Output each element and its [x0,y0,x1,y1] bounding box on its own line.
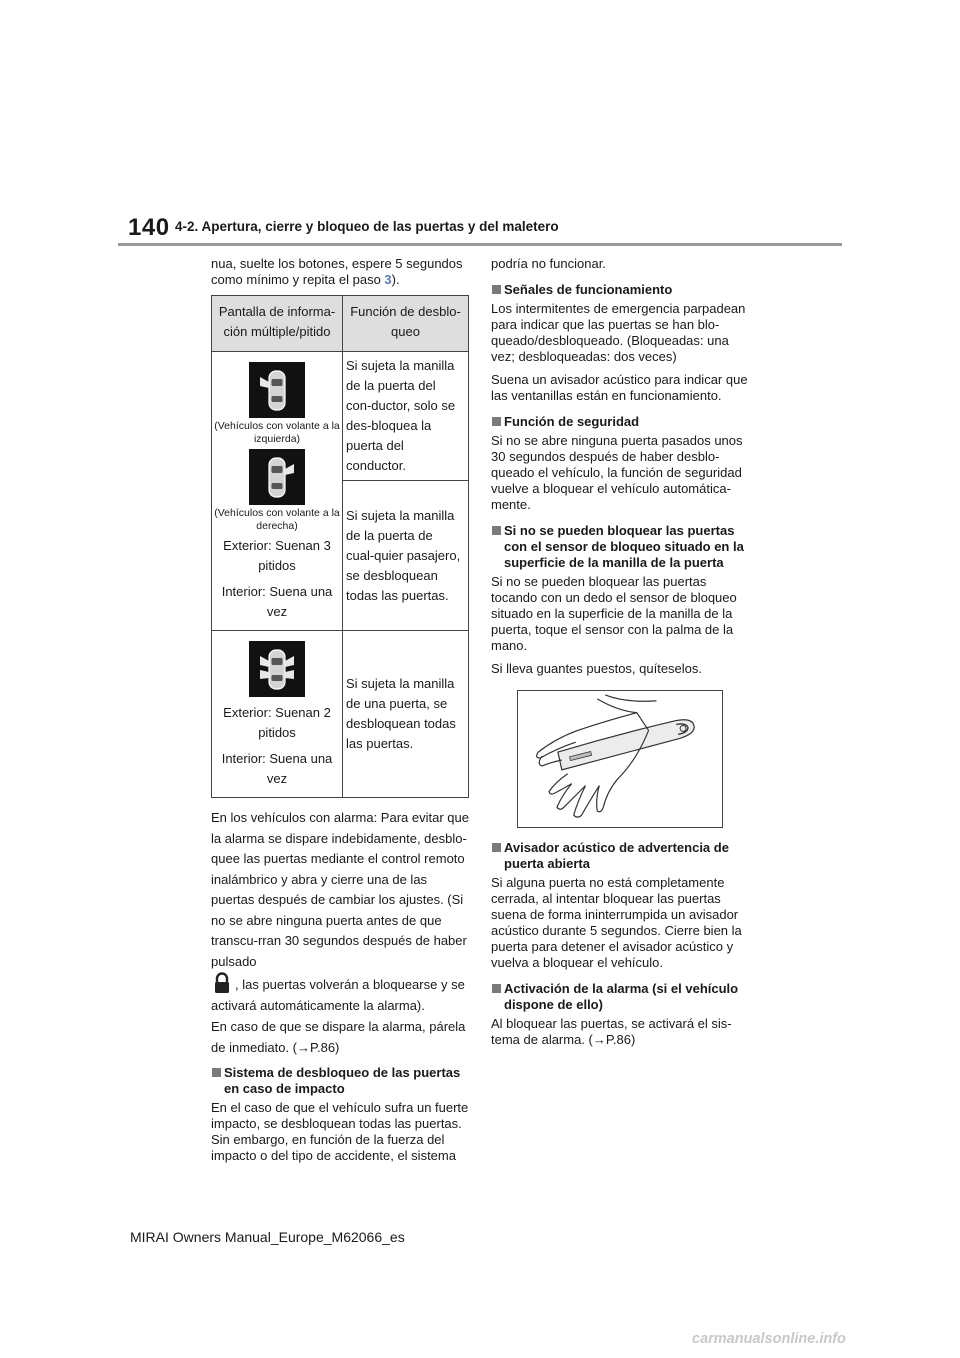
unlock-settings-table [211,295,469,798]
impact-heading: Sistema de desbloqueo de las puertas en caso de impacto [211,1065,469,1097]
door-open-buzzer-heading: Avisador acústico de advertencia de puerta abierta [491,840,753,872]
right-column [491,256,753,1055]
hand-door-handle-illustration [517,690,723,828]
interior-beeps: Interior: Suena una vez [221,751,333,786]
sensor-heading: Si no se pueden bloquear las puertas con el sensor de bloqueo situado en la superficie de la manilla de la puerta [491,523,753,571]
signals-heading: Señales de funcionamiento [491,282,753,298]
alarm-stop-paragraph: En caso de que se dispare la alarma, párela de inmediato. (→P.86) [211,1019,466,1055]
table-header-display: Pantalla de informa-ción múltiple/pitido [212,296,343,352]
alarm-note-paragraph: En los vehículos con alarma: Para evitar que la alarma se dispare indebidamente, desblo-quee las puertas mediante el control remoto inalámbrico y abra y cierre una de las puertas después de cambiar los ajustes. (Si no se abre ninguna puerta antes de que transcu-rran 30 segundos después de haber pulsado , las puertas volverán a bloquearse y se activará automáticamente la alarma). [211,810,469,1013]
table-cell-function: Si sujeta la manilla de la puerta del con-ductor, solo se des-bloquea la puerta del conductor. [343,352,469,481]
intro-paragraph: nua, suelte los botones, espere 5 segundos como mínimo y repita el paso 3). [211,256,463,287]
table-header-function: Función de desblo-queo [343,296,469,352]
header-divider [118,243,842,246]
hand-door-handle-illustration [518,691,722,827]
watermark: carmanualsonline.info [692,1331,846,1347]
door-open-buzzer-paragraph: Si alguna puerta no está completamente cerrada, al intentar bloquear las puertas suena de forma ininterrumpida un avisador acústico durante 5 segundos. Cierre bien la puerta para detener el avisador acústico y vuelva a bloquear el vehículo. [491,875,742,970]
table-row [212,631,469,798]
security-heading: Función de seguridad [491,414,753,430]
table-cell-display [212,631,343,798]
car-driver-door-right-icon [249,449,305,505]
sensor-paragraph: Si no se pueden bloquear las puertas tocando con un dedo el sensor de bloqueo situado en la superficie de la manilla de la puerta, toque el sensor con la palma de la mano. [491,574,737,653]
page-number: 140 [128,214,170,241]
section-title: 4-2. Apertura, cierre y bloqueo de las puertas y del maletero [175,219,559,234]
car-all-doors-icon [249,641,305,697]
table-header-row [212,296,469,352]
exterior-beeps: Exterior: Suenan 3 pitidos [223,538,331,573]
impact-paragraph: En el caso de que el vehículo sufra un fuerte impacto, se desbloquean todas las puertas. Sin embargo, en función de la fuerza del impacto o del tipo de accidente, el sistema [211,1100,469,1163]
exterior-beeps: Exterior: Suenan 2 pitidos [223,705,331,740]
table-cell-display [212,352,343,631]
security-paragraph: Si no se abre ninguna puerta pasados unos 30 segundos después de haber desblo-queado el vehículo, la función de seguridad vuelve a bloquear el vehículo automática-mente. [491,433,743,512]
caption-left-hand-drive: (Vehículos con volante a la izquierda) [214,420,340,445]
step-reference: 3 [384,272,392,287]
alarm-activation-heading: Activación de la alarma (si el vehículo dispone de ello) [491,981,753,1013]
alarm-activation-paragraph: Al bloquear las puertas, se activará el sis-tema de alarma. (→P.86) [491,1016,732,1047]
continuation-paragraph: podría no funcionar. [491,256,606,271]
car-driver-door-left-icon [249,362,305,418]
signals-paragraph: Suena un avisador acústico para indicar que las ventanillas están en funcionamiento. [491,372,748,403]
interior-beeps: Interior: Suena una vez [221,584,333,619]
signals-paragraph: Los intermitentes de emergencia parpadean para indicar que las puertas se han blo-queado/desbloqueado. (Bloqueadas: una vez; desbloqueadas: dos veces) [491,301,746,364]
sensor-paragraph: Si lleva guantes puestos, quíteselos. [491,661,703,676]
left-column [211,256,469,1171]
footer-manual-name: MIRAI Owners Manual_Europe_M62066_es [130,1229,405,1245]
caption-right-hand-drive: (Vehículos con volante a la derecha) [214,507,340,532]
table-cell-function: Si sujeta la manilla de la puerta de cual-quier pasajero, se desbloquean todas las puertas. [343,481,469,631]
table-cell-function: Si sujeta la manilla de una puerta, se desbloquean todas las puertas. [343,631,469,798]
table-row [212,352,469,481]
lock-icon [211,972,233,994]
